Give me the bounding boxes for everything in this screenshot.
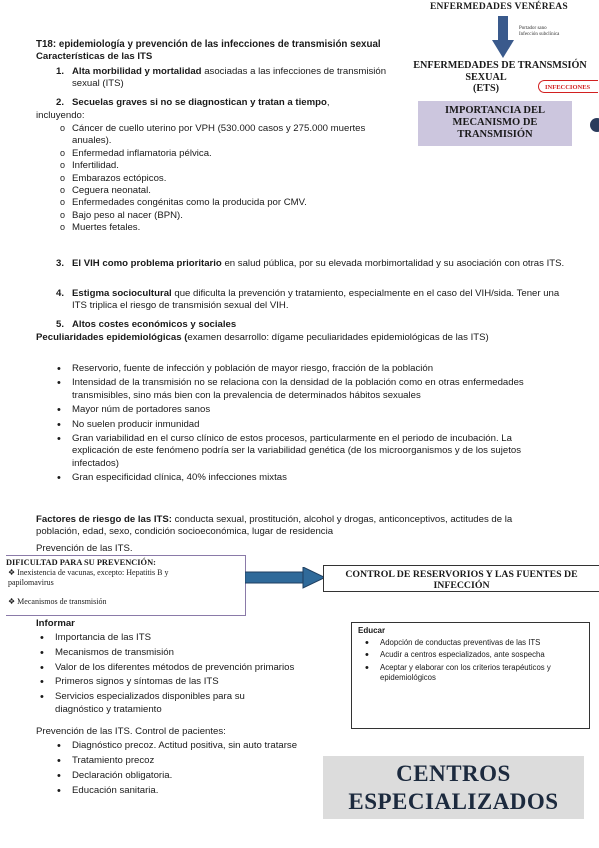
list-item: • Mecanismos de transmisión xyxy=(55,647,355,659)
dificultad-item: ❖ Mecanismos de transmisión xyxy=(8,597,107,606)
list-item: o Muertes fetales. xyxy=(72,222,392,234)
list-item: • Tratamiento precoz xyxy=(72,755,362,767)
num-item-1: 1. Alta morbilidad y mortalidad asociadas a las infecciones de transmisión sexual (ITS) xyxy=(56,66,387,90)
list-item: • Aceptar y elaborar con los criterios terapéuticos y epidemiológicos xyxy=(380,663,583,684)
list-item: • Mayor núm de portadores sanos xyxy=(72,404,562,416)
list-item: o Infertilidad. xyxy=(72,160,392,172)
control-pacientes-line: Prevención de las ITS. Control de pacientes: xyxy=(36,726,226,737)
list-item: • Educación sanitaria. xyxy=(72,785,362,797)
num-item-3: 3. El VIH como problema prioritario en salud pública, por su elevada morbimortalidad y su asociación con otras ITS. xyxy=(56,258,565,269)
list-item: • Declaración obligatoria. xyxy=(72,770,362,782)
educar-box xyxy=(351,622,590,729)
list-item: • Acudir a centros especializados, ante sospecha xyxy=(380,650,583,660)
portador-note: Portador sano Infección subclínica xyxy=(519,26,560,37)
num-item-5: 5. Altos costes económicos y sociales xyxy=(56,319,237,330)
list-item: • Reservorio, fuente de infección y población de mayor riesgo, fracción de la población xyxy=(72,363,562,375)
list-item: • Servicios especializados disponibles para su diagnóstico y tratamiento xyxy=(55,691,285,716)
list-item: o Bajo peso al nacer (BPN). xyxy=(72,210,392,222)
importancia-box: IMPORTANCIA DEL MECANISMO DE TRANSMISIÓN xyxy=(418,101,572,146)
secuelas-list xyxy=(72,123,392,235)
list-item: • Gran especificidad clínica, 40% infecciones mixtas xyxy=(72,472,562,484)
caracteristicas-heading: Características de las ITS xyxy=(36,51,153,62)
factores-paragraph: Factores de riesgo de las ITS: conducta sexual, prostitución, alcohol y drogas, anticonceptivos, actitudes de la población, edad, sexo, condición socioeconómica, lugar de residencia xyxy=(36,514,513,538)
list-item: • Gran variabilidad en el curso clínico de estos procesos, particularmente en el periodo de incubación. La explicación de este fenómeno podría ser la variabilidad genética (de los microorganismos y de los sujetos infectados) xyxy=(72,433,562,470)
dificultad-title: DIFICULTAD PARA SU PREVENCIÓN: xyxy=(6,558,156,567)
venereas-label: ENFERMEDADES VENÉREAS xyxy=(430,2,568,12)
list-item: • Importancia de las ITS xyxy=(55,632,355,644)
list-item: • Diagnóstico precoz. Actitud positiva, sin auto tratarse xyxy=(72,740,362,752)
ets-title: ENFERMEDADES DE TRANSMSIÓN SEXUAL (ETS) xyxy=(413,60,587,95)
num-item-2: 2. Secuelas graves si no se diagnostican y tratan a tiempo, xyxy=(56,97,330,108)
page-title: T18: epidemiología y prevención de las infecciones de transmisión sexual xyxy=(36,39,381,50)
list-item: • Adopción de conductas preventivas de las ITS xyxy=(380,638,583,648)
list-item: • Intensidad de la transmisión no se relaciona con la densidad de la población como en otras enfermedades transmisibles, sino más bien con la prevalencia de determinados hábitos sexuales xyxy=(72,377,562,402)
dificultad-box xyxy=(6,555,246,616)
peculiaridades-heading: Peculiaridades epidemiológicas (examen desarrollo: dígame peculiaridades epidemiológicas de las ITS) xyxy=(36,332,489,343)
right-arrow-icon xyxy=(245,567,325,589)
list-item: o Embarazos ectópicos. xyxy=(72,173,392,185)
informar-heading: Informar xyxy=(36,618,75,629)
list-item: o Cáncer de cuello uterino por VPH (530.000 casos y 275.000 muertes anuales). xyxy=(72,123,392,148)
list-item: • Primeros signos y síntomas de las ITS xyxy=(55,676,355,688)
down-arrow-icon xyxy=(492,16,514,58)
centros-banner: CENTROS ESPECIALIZADOS xyxy=(323,756,584,819)
list-item: o Enfermedad inflamatoria pélvica. xyxy=(72,148,392,160)
list-item: o Enfermedades congénitas como la producida por CMV. xyxy=(72,197,392,209)
partial-circle-icon xyxy=(590,118,599,132)
prevencion-line: Prevención de las ITS. xyxy=(36,543,133,554)
informar-list xyxy=(55,632,355,716)
incluyendo-label: incluyendo: xyxy=(36,110,85,121)
num-item-4: 4. Estigma sociocultural que dificulta la prevención y tratamiento, especialmente en el caso del VIH/sida. Tener una ITS triplica el riesgo de transmisión sexual del VIH. xyxy=(56,288,560,312)
list-item: • No suelen producir inmunidad xyxy=(72,419,562,431)
peculiaridades-list xyxy=(72,363,562,485)
dificultad-item: ❖ Inexistencia de vacunas, excepto: Hepatitis B y papilomavirus xyxy=(8,568,169,587)
list-item: o Ceguera neonatal. xyxy=(72,185,392,197)
infecciones-badge: INFECCIONES xyxy=(538,80,598,93)
educar-heading: Educar xyxy=(358,626,386,635)
control-box: CONTROL DE RESERVORIOS Y LAS FUENTES DE INFECCIÓN xyxy=(323,565,599,592)
list-item: • Valor de los diferentes métodos de prevención primarios xyxy=(55,662,355,674)
educar-list xyxy=(380,638,583,684)
pacientes-list xyxy=(72,740,362,797)
